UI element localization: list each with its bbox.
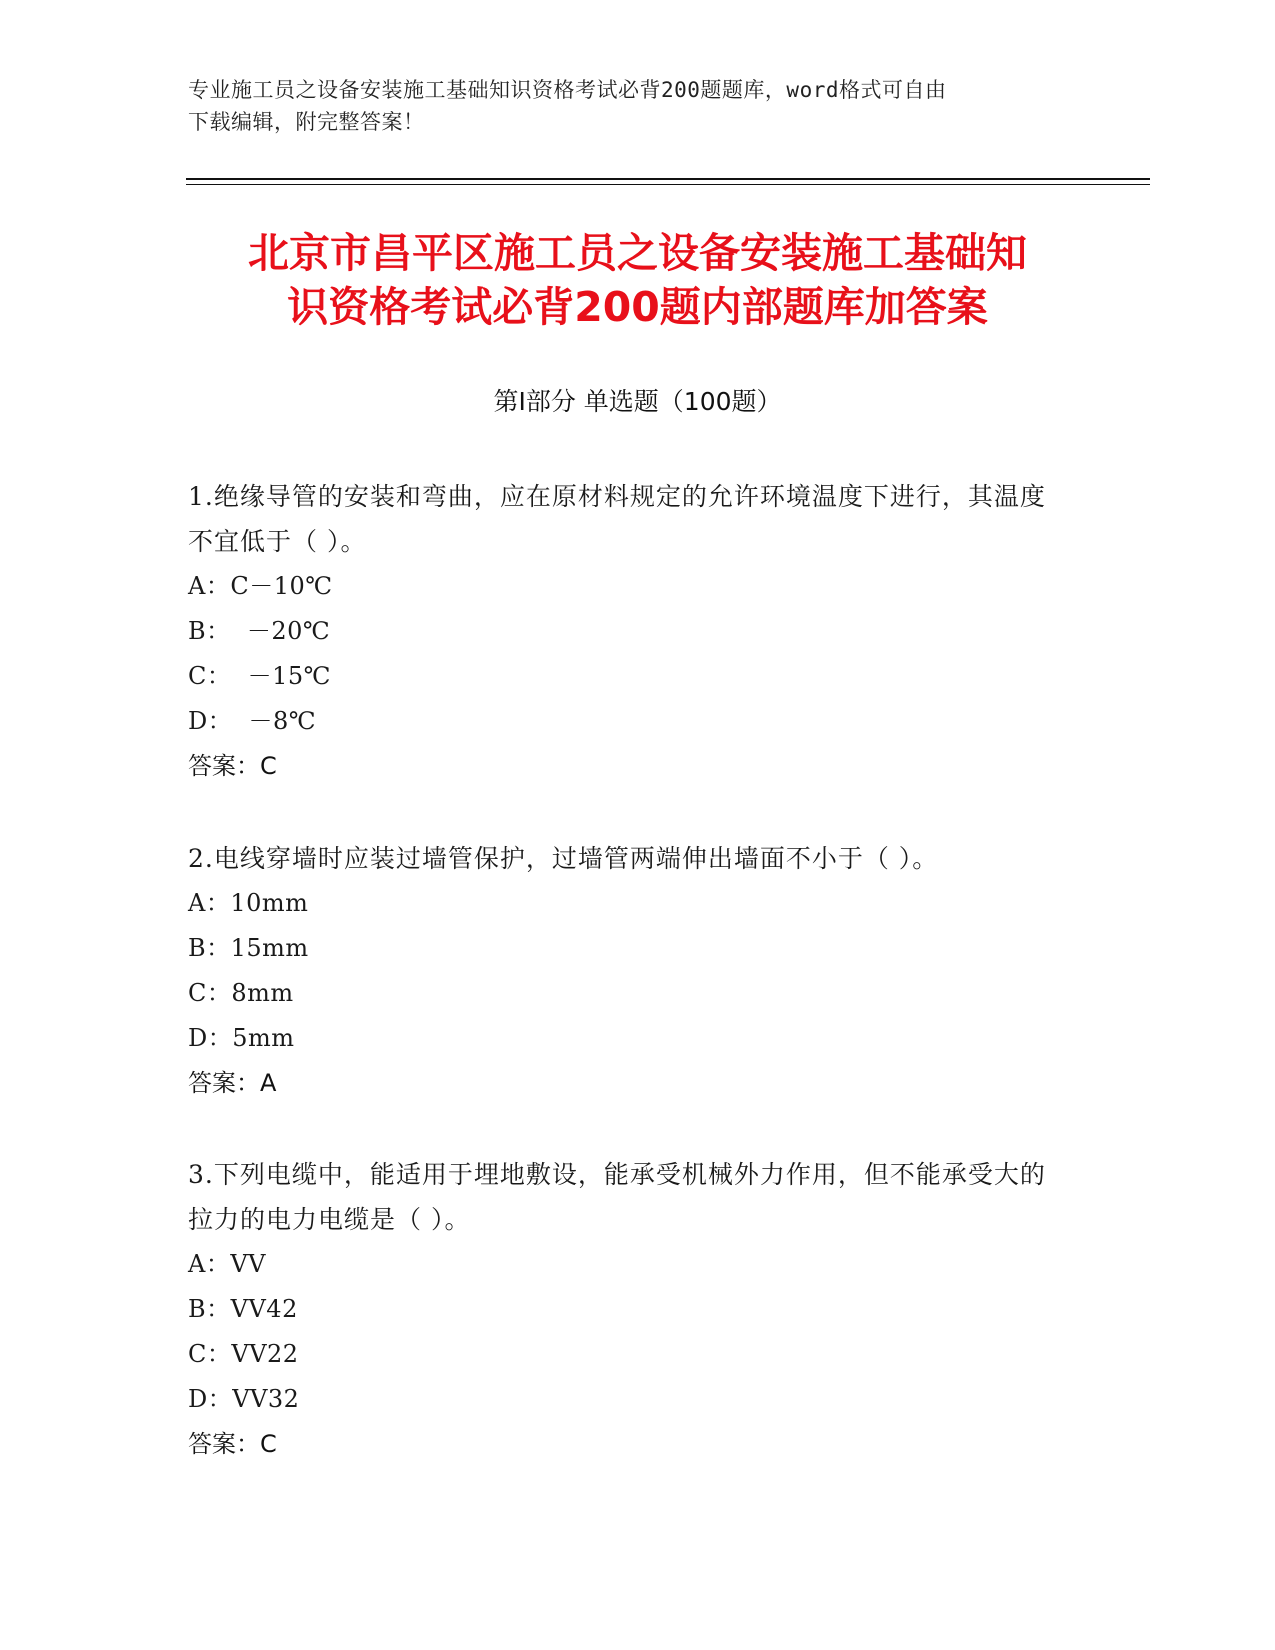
document-title-line-1: 北京市昌平区施工员之设备安装施工基础知	[248, 229, 1027, 277]
document-title-line-2: 识资格考试必背200题内部题库加答案	[287, 283, 988, 331]
option-a: A：10mm	[188, 889, 309, 917]
answer: 答案：C	[188, 752, 277, 780]
question-3	[188, 1152, 1068, 1467]
option-a: A：VV	[188, 1250, 266, 1278]
question-stem: 3.下列电缆中，能适用于埋地敷设，能承受机械外力作用，但不能承受大的拉力的电力电缆是（ ）。	[188, 1160, 1046, 1234]
header-note-line-1: 专业施工员之设备安装施工基础知识资格考试必背200题题库，word格式可自由	[188, 78, 947, 102]
header-note	[188, 74, 1088, 138]
option-a: A：C－10℃	[188, 572, 333, 600]
question-stem: 1.绝缘导管的安装和弯曲，应在原材料规定的允许环境温度下进行，其温度不宜低于（ ）。	[188, 482, 1046, 556]
answer: 答案：C	[188, 1430, 277, 1458]
option-d: D： －8℃	[188, 707, 317, 735]
option-b: B：VV42	[188, 1295, 298, 1323]
option-b: B：15mm	[188, 934, 309, 962]
option-c: C：VV22	[188, 1340, 299, 1368]
answer: 答案：A	[188, 1069, 277, 1097]
header-note-line-2: 下载编辑，附完整答案！	[188, 110, 425, 134]
question-2	[188, 836, 1068, 1106]
option-c: C：8mm	[188, 979, 294, 1007]
option-b: B： －20℃	[188, 617, 331, 645]
section-heading: 第Ⅰ部分 单选题（100题）	[493, 387, 782, 416]
option-c: C： －15℃	[188, 662, 332, 690]
header-divider-thin	[186, 184, 1150, 185]
header-divider-thick	[186, 178, 1150, 180]
question-1	[188, 474, 1068, 789]
document-title	[150, 226, 1125, 334]
option-d: D：VV32	[188, 1385, 300, 1413]
question-stem: 2.电线穿墙时应装过墙管保护，过墙管两端伸出墙面不小于（ ）。	[188, 844, 939, 873]
option-d: D：5mm	[188, 1024, 295, 1052]
